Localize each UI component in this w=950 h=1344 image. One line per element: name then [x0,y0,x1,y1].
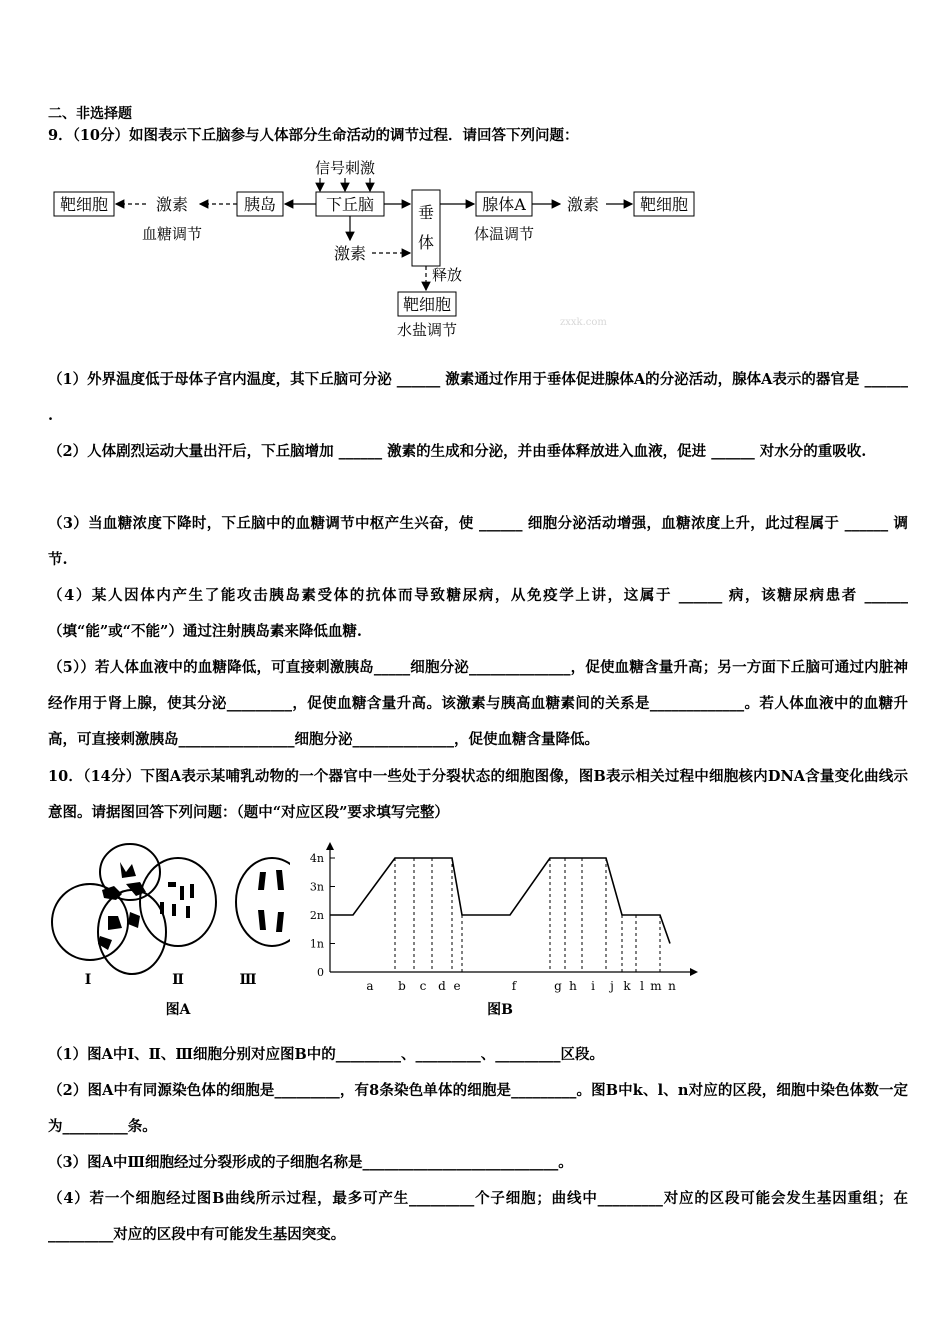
cell-ii [140,858,216,946]
y-tick-label: 0 [317,966,324,979]
segment-label-l: l [640,979,644,993]
cell-i-right [98,890,166,974]
q9-part5: （5））若人体血液中的血糖降低，可直接刺激胰岛_____细胞分泌______________，促使血糖含量升高；另一方面下丘脑可通过内脏神经作用于肾上腺，使其分泌_________，促使血糖含量升高。该激素与胰高血糖素间的关系是_____________。若人体血液中的血糖升高，可直接刺激胰岛________________细胞分泌______________，促使血糖含量降低。 [48,659,908,748]
figure-a [40,832,290,1022]
segment-label-a: a [366,979,374,993]
target-cell-bottom-label: 靶细胞 [402,295,452,314]
y-tick-label: 1n [309,937,324,951]
chromosome-i-5 [128,912,140,928]
segment-label-m: m [650,979,662,993]
cell-label-i: Ⅰ [84,972,92,988]
pituitary-label-2: 体 [417,233,435,252]
chromosome-iii-4 [276,912,284,932]
q9-header: 9．（10分）如图表示下丘脑参与人体部分生命活动的调节过程．请回答下列问题： [48,127,579,144]
release-label: 释放 [431,266,463,284]
regulation-diagram [0,150,950,350]
q9-part4: （4）某人因体内产生了能攻击胰岛素受体的抗体而导致糖尿病，从免疫学上讲，这属于 ______ 病，该糖尿病患者 ______ （填“能”或“不能”）通过注射胰岛素来降低血糖. [48,587,908,640]
section-title: 二、非选择题 [48,106,132,122]
chromosome-iii-2 [276,870,284,890]
q9-part1: （1）外界温度低于母体子宫内温度，其下丘脑可分泌 ______ 激素通过作用于垂体促进腺体A的分泌活动，腺体A表示的器官是 ______ . [48,371,908,424]
chromosome-iii-3 [258,910,266,930]
chromosome-iii-1 [258,872,266,890]
watermark: zxxk.com [560,317,607,328]
figure-b-caption: 图B [487,1002,513,1018]
chromosome-ii-6 [186,906,190,918]
pituitary-box [412,190,440,266]
signal-label: 信号刺激 [314,159,376,177]
figure-b-chart [290,840,710,1025]
cell-label-iii: Ⅲ [239,972,257,988]
segment-label-c: c [419,979,427,993]
water-salt-label: 水盐调节 [396,321,458,339]
figure-a-caption: 图A [165,1002,191,1018]
target-cell-right-label: 靶细胞 [639,195,689,214]
chromosome-ii-4 [160,902,164,914]
y-tick-label: 4n [309,852,324,865]
segment-label-f: f [511,979,517,993]
q10-part1: （1）图A中Ⅰ、Ⅱ、Ⅲ细胞分别对应图B中的_________、_________、_________区段。 [48,1046,605,1063]
cell-label-ii: Ⅱ [172,972,184,988]
segment-label-d: d [438,979,446,993]
segment-label-k: k [623,979,631,993]
chromosome-ii-5 [172,904,176,916]
chromosome-ii-2 [180,886,184,900]
y-tick-label: 3n [309,880,324,894]
hypothalamus-label: 下丘脑 [325,195,375,214]
body-temp-label: 体温调节 [473,225,535,243]
q10-part3: （3）图A中Ⅲ细胞经过分裂形成的子细胞名称是___________________________。 [48,1154,573,1171]
q10-part2: （2）图A中有同源染色体的细胞是_________，有8条染色单体的细胞是_________。图B中k、l、n对应的区段，细胞中染色体数一定为_________条。 [48,1082,908,1135]
segment-label-n: n [668,979,676,993]
q10-part4: （4）若一个细胞经过图B曲线所示过程，最多可产生_________个子细胞；曲线中_________对应的区段可能会发生基因重组；在_________对应的区段中有可能发生基因突变。 [48,1190,908,1243]
pituitary-label-1: 垂 [417,203,435,222]
hormone-label-left: 激素 [155,195,189,214]
q10-header: 10．（14分）下图A表示某哺乳动物的一个器官中一些处于分裂状态的细胞图像，图B表示相关过程中细胞核内DNA含量变化曲线示意图。请据图回答下列问题：（题中“对应区段”要求填写完整） [48,768,908,821]
hormone-label-right: 激素 [566,195,600,214]
hormone-label-bottom: 激素 [333,244,367,263]
y-axis-arrow [326,842,334,850]
y-tick-label: 2n [309,909,324,922]
segment-label-h: h [569,979,577,993]
chromosome-ii-3 [190,884,194,898]
dna-content-line [330,858,670,944]
islet-label: 胰岛 [243,195,277,214]
segment-label-j: j [610,979,614,993]
q9-part3: （3）当血糖浓度下降时，下丘脑中的血糖调节中枢产生兴奋，使 ______ 细胞分泌活动增强，血糖浓度上升，此过程属于 ______ 调节. [48,515,908,568]
target-cell-left-label: 靶细胞 [59,195,109,214]
q9-part2: （2）人体剧烈运动大量出汗后，下丘脑增加 ______ 激素的生成和分泌，并由垂体释放进入血液，促进 ______ 对水分的重吸收. [48,443,867,460]
x-axis-arrow [690,968,698,976]
segment-label-b: b [398,979,406,993]
chromosome-i-1 [120,862,136,878]
segment-label-e: e [453,979,461,993]
segment-label-g: g [554,979,562,993]
blood-sugar-label: 血糖调节 [141,225,203,243]
gland-a-label: 腺体A [482,195,526,214]
chromosome-ii-1 [168,882,176,887]
chromosome-i-4 [108,916,122,930]
segment-label-i: i [591,979,595,993]
